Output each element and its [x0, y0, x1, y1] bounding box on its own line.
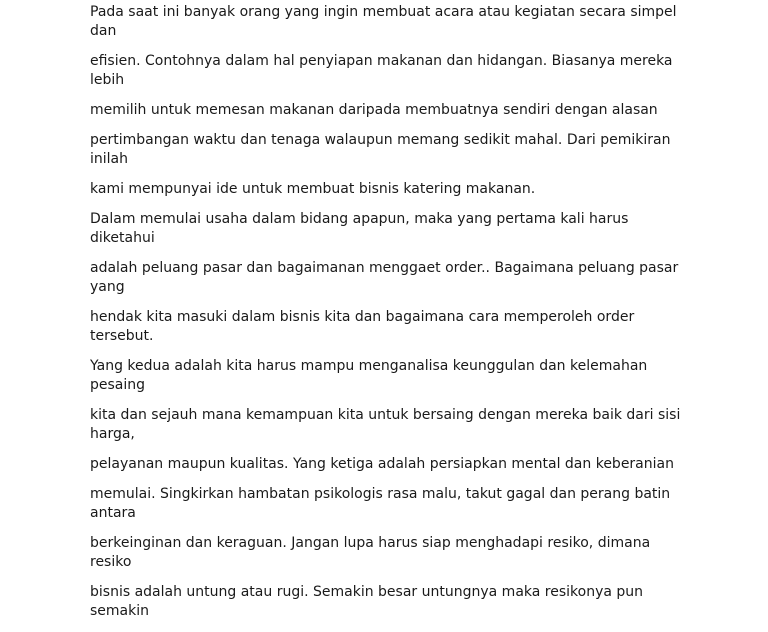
text-line: Dalam memulai usaha dalam bidang apapun, maka yang pertama kali harus: [90, 211, 629, 227]
document-page: [90, 3, 690, 632]
paragraph: [90, 3, 690, 41]
text-line: memulai. Singkirkan hambatan psikologis rasa malu, takut gagal dan perang batin: [90, 486, 671, 502]
text-line: lebih: [90, 72, 125, 88]
paragraph: [90, 259, 690, 297]
paragraph: [90, 210, 690, 248]
text-line: inilah: [90, 151, 128, 167]
text-line: harga,: [90, 426, 135, 442]
text-line: efisien. Contohnya dalam hal penyiapan makanan dan hidangan. Biasanya mereka: [90, 53, 673, 69]
paragraph: [90, 534, 690, 572]
text-line: pertimbangan waktu dan tenaga walaupun memang sedikit mahal. Dari pemikiran: [90, 132, 671, 148]
paragraph: [90, 308, 690, 346]
text-line: diketahui: [90, 230, 155, 246]
text-line: adalah peluang pasar dan bagaimanan menggaet order.. Bagaimana peluang pasar: [90, 260, 679, 276]
paragraph: [90, 357, 690, 395]
text-line: Yang kedua adalah kita harus mampu menganalisa keunggulan dan kelemahan: [90, 358, 648, 374]
text-line: Pada saat ini banyak orang yang ingin membuat acara atau kegiatan secara simpel: [90, 4, 677, 20]
text-line: pelayanan maupun kualitas. Yang ketiga adalah persiapkan mental dan keberanian: [90, 456, 674, 472]
paragraph: [90, 455, 690, 474]
paragraph: [90, 485, 690, 523]
text-line: semakin: [90, 603, 149, 619]
text-line: bisnis adalah untung atau rugi. Semakin besar untungnya maka resikonya pun: [90, 584, 644, 600]
text-line: kita dan sejauh mana kemampuan kita untuk bersaing dengan mereka baik dari sisi: [90, 407, 681, 423]
paragraph: [90, 180, 690, 199]
text-line: hendak kita masuki dalam bisnis kita dan bagaimana cara memperoleh order: [90, 309, 635, 325]
paragraph: [90, 406, 690, 444]
text-line: resiko: [90, 554, 132, 570]
paragraph: [90, 101, 690, 120]
text-line: dan: [90, 23, 117, 39]
text-line: berkeinginan dan keraguan. Jangan lupa harus siap menghadapi resiko, dimana: [90, 535, 651, 551]
paragraph: [90, 131, 690, 169]
text-line: pesaing: [90, 377, 146, 393]
text-line: tersebut.: [90, 328, 154, 344]
text-line: yang: [90, 279, 125, 295]
paragraph: [90, 52, 690, 90]
text-line: kami mempunyai ide untuk membuat bisnis katering makanan.: [90, 181, 536, 197]
paragraph: [90, 583, 690, 621]
text-line: memilih untuk memesan makanan daripada membuatnya sendiri dengan alasan: [90, 102, 658, 118]
text-line: antara: [90, 505, 136, 521]
